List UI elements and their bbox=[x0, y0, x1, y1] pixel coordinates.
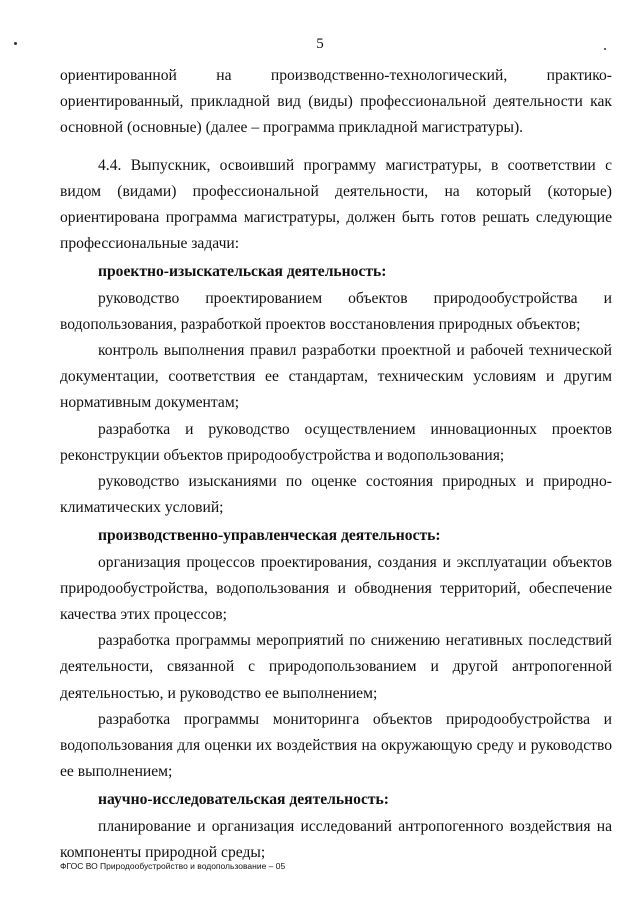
document-body bbox=[60, 63, 612, 866]
paragraph: ориентированной на производственно-технологический, практико-ориентированный, прикладной вид (виды) профессиональной деятельности как основной (основные) (далее – программа прикладной магистратуры). bbox=[60, 67, 612, 137]
paragraph: разработка программы мониторинга объектов природообустройства и водопользования для оценки их воздействия на окружающую среду и руководство ее выполнением; bbox=[60, 710, 612, 781]
paragraph: организация процессов проектирования, создания и эксплуатации объектов природообустройства, водопользования и обводнения территорий, обеспечение качества этих процессов; bbox=[60, 553, 612, 624]
paragraph: руководство проектированием объектов природообустройства и водопользования, разработкой проектов восстановления природных объектов; bbox=[60, 289, 612, 333]
paragraph: руководство изысканиями по оценке состояния природных и природно-климатических условий; bbox=[60, 473, 612, 517]
section-heading: производственно-управленческая деятельность: bbox=[98, 527, 441, 545]
paragraph: разработка и руководство осуществлением инновационных проектов реконструкции объектов природообустройства и водопользования; bbox=[60, 420, 612, 464]
paragraph: контроль выполнения правил разработки проектной и рабочей технической документации, соответствия ее стандартам, техническим условиям и другим нормативным документам; bbox=[60, 342, 612, 412]
page-footer: ФГОС ВО Природообустройство и водопользование – 05 bbox=[60, 861, 286, 871]
section-heading: проектно-изыскательская деятельность: bbox=[98, 263, 387, 281]
paragraph: разработка программы мероприятий по снижению негативных последствий деятельности, связанной с природопользованием и другой антропогенной деятельностью, и руководство ее выполнением; bbox=[60, 632, 612, 702]
section-heading: научно-исследовательская деятельность: bbox=[98, 791, 389, 809]
paragraph: планирование и организация исследований антропогенного воздействия на компоненты природной среды; bbox=[60, 817, 612, 861]
paragraph: 4.4. Выпускник, освоивший программу магистратуры, в соответствии с видом (видами) профессиональной деятельности, на который (которые) ориентирована программа магистратуры, должен быть готов решать следующие профессиональные задачи: bbox=[60, 156, 612, 253]
page-number: 5 bbox=[316, 36, 324, 52]
